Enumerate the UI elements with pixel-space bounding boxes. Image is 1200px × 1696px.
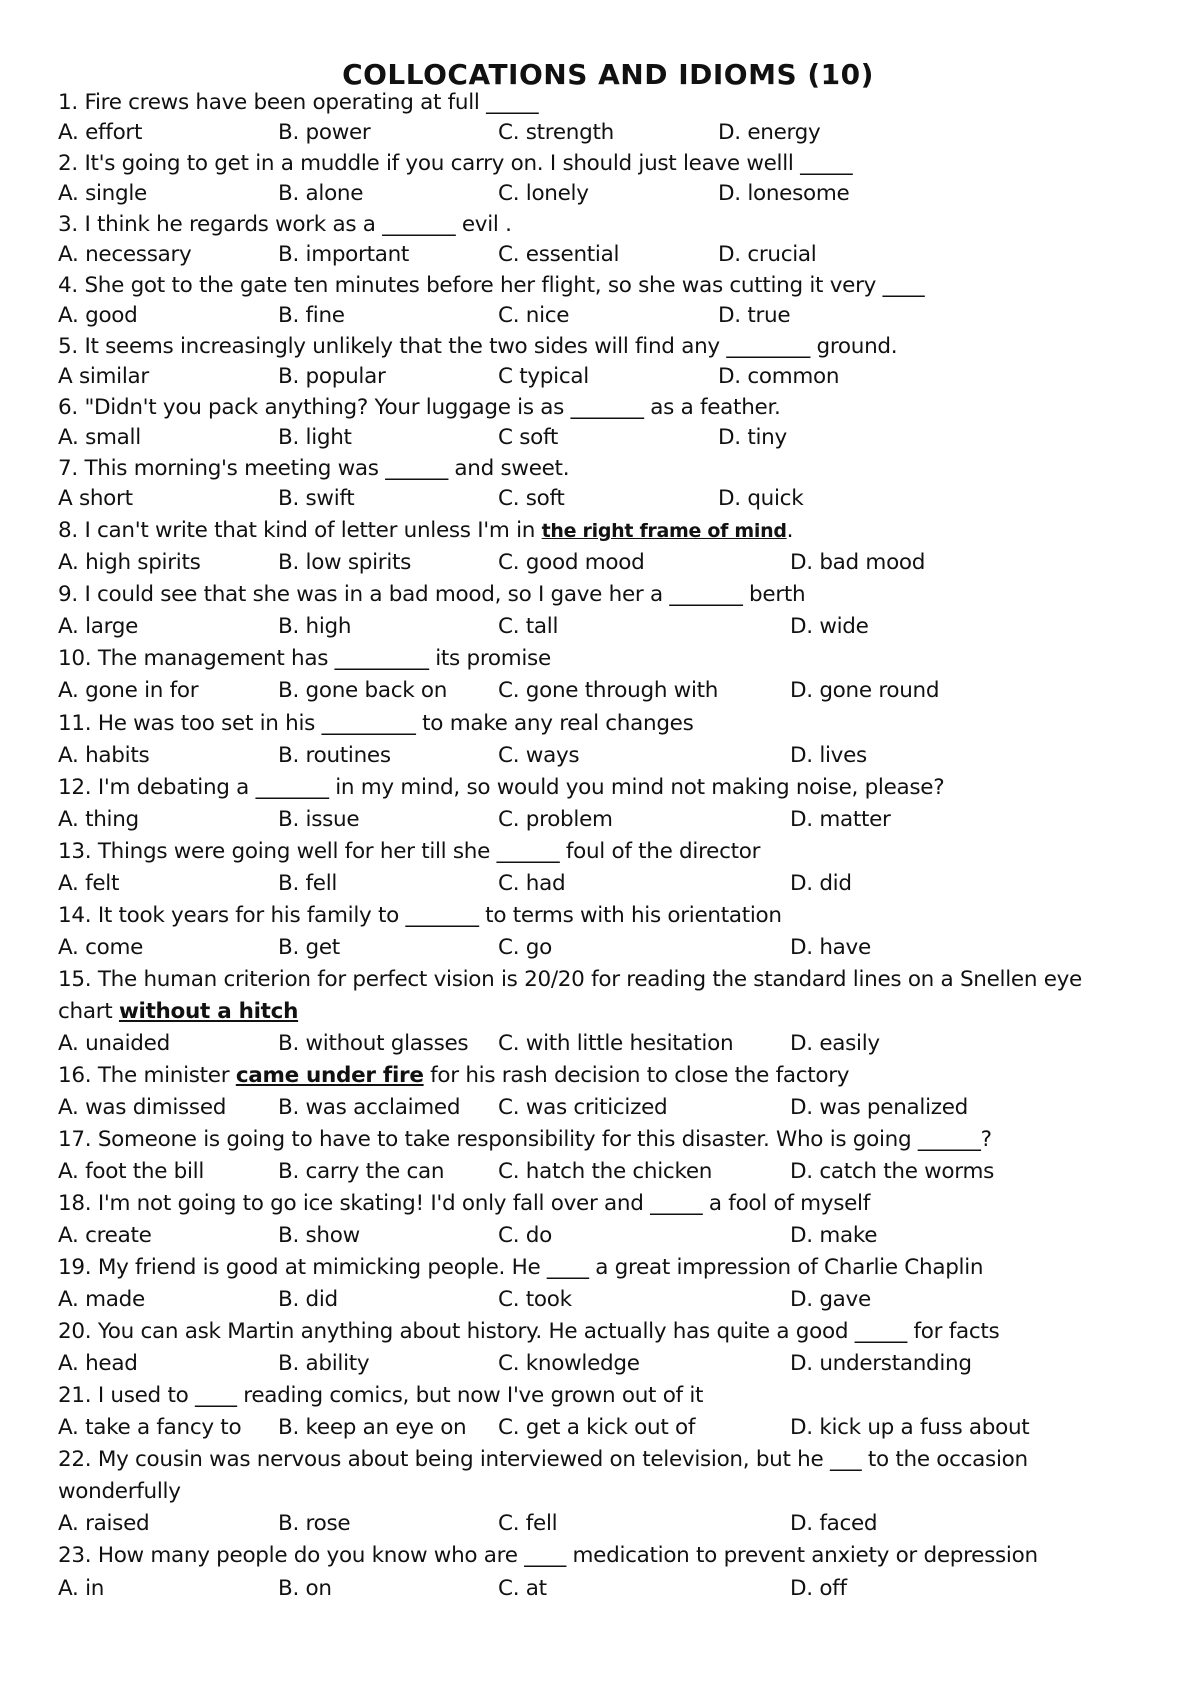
question-18: 18. I'm not going to go ice skating! I'd only fall over and _____ a fool of myself (58, 1191, 870, 1216)
options-9 (58, 613, 1158, 641)
question-19: 19. My friend is good at mimicking people. He ____ a great impression of Charlie Chaplin (58, 1255, 984, 1280)
options-6 (58, 424, 1158, 452)
question-15: 15. The human criterion for perfect vision is 20/20 for reading the standard lines on a Snellen eye (58, 967, 1082, 992)
option-a: A. unaided (58, 1031, 170, 1056)
option-d: D. have (790, 935, 871, 960)
option-c: C. fell (498, 1511, 558, 1536)
question-text-end: . (786, 518, 794, 543)
option-c: C. was criticized (498, 1095, 668, 1120)
option-a: A. made (58, 1287, 145, 1312)
option-a: A. take a fancy to (58, 1415, 242, 1440)
option-a: A. single (58, 181, 147, 206)
option-a: A. good (58, 303, 138, 328)
emphasized-phrase: the right frame of mind (541, 520, 787, 542)
option-d: D. make (790, 1223, 878, 1248)
option-a: A. necessary (58, 242, 192, 267)
question-17: 17. Someone is going to have to take responsibility for this disaster. Who is going ______? (58, 1127, 992, 1152)
page-title: COLLOCATIONS AND IDIOMS (10) (342, 58, 874, 91)
option-a: A. raised (58, 1511, 150, 1536)
option-d: D. quick (718, 486, 804, 511)
option-c: C. get a kick out of (498, 1415, 696, 1440)
question-22: 22. My cousin was nervous about being interviewed on television, but he ___ to the occasion (58, 1447, 1028, 1472)
option-b: B. low spirits (278, 550, 412, 575)
option-a: A. effort (58, 120, 143, 145)
option-d: D. faced (790, 1511, 878, 1536)
option-d: D. crucial (718, 242, 817, 267)
option-b: B. get (278, 935, 340, 960)
options-16 (58, 1094, 1158, 1122)
options-14 (58, 934, 1158, 962)
option-a: A. felt (58, 871, 120, 896)
question-13: 13. Things were going well for her till she ______ foul of the director (58, 839, 761, 864)
option-d: D. true (718, 303, 791, 328)
option-b: B. routines (278, 743, 391, 768)
question-text: 16. The minister (58, 1063, 236, 1088)
option-c: C. with little hesitation (498, 1031, 734, 1056)
question-16 (58, 1062, 849, 1090)
question-text: 8. I can't write that kind of letter unless I'm in (58, 518, 542, 543)
options-21 (58, 1414, 1158, 1442)
option-a: A. large (58, 614, 139, 639)
option-d: D. off (790, 1576, 847, 1601)
question-7: 7. This morning's meeting was ______ and sweet. (58, 456, 570, 481)
options-5 (58, 363, 1158, 391)
option-b: B. fine (278, 303, 345, 328)
option-a: A. in (58, 1576, 105, 1601)
question-2: 2. It's going to get in a muddle if you carry on. I should just leave welll _____ (58, 151, 853, 176)
options-2 (58, 180, 1158, 208)
options-7 (58, 485, 1158, 513)
option-a: A. habits (58, 743, 150, 768)
question-21: 21. I used to ____ reading comics, but now I've grown out of it (58, 1383, 704, 1408)
options-3 (58, 241, 1158, 269)
option-c: C. good mood (498, 550, 645, 575)
option-b: B. ability (278, 1351, 370, 1376)
option-b: B. swift (278, 486, 355, 511)
options-11 (58, 742, 1158, 770)
options-10 (58, 677, 1158, 705)
option-d: D. gave (790, 1287, 871, 1312)
option-c: C. ways (498, 743, 580, 768)
question-23: 23. How many people do you know who are ____ medication to prevent anxiety or depression (58, 1543, 1038, 1568)
emphasized-phrase: came under fire (235, 1063, 424, 1088)
option-d: D. lives (790, 743, 867, 768)
option-b: B. popular (278, 364, 386, 389)
question-9: 9. I could see that she was in a bad mood, so I gave her a _______ berth (58, 582, 806, 607)
options-12 (58, 806, 1158, 834)
option-a: A. foot the bill (58, 1159, 205, 1184)
option-c: C. took (498, 1287, 572, 1312)
option-b: B. without glasses (278, 1031, 469, 1056)
question-22-continued: wonderfully (58, 1479, 181, 1504)
option-b: B. carry the can (278, 1159, 445, 1184)
options-4 (58, 302, 1158, 330)
option-c: C. go (498, 935, 552, 960)
emphasized-phrase: without a hitch (118, 999, 299, 1024)
option-b: B. power (278, 120, 371, 145)
option-d: D. lonesome (718, 181, 850, 206)
option-b: B. light (278, 425, 352, 450)
question-text: chart (58, 999, 119, 1024)
option-c: C. tall (498, 614, 559, 639)
question-text-end: for his rash decision to close the factory (423, 1063, 850, 1088)
option-d: D. kick up a fuss about (790, 1415, 1030, 1440)
option-b: B. high (278, 614, 352, 639)
option-d: D. common (718, 364, 840, 389)
options-13 (58, 870, 1158, 898)
question-12: 12. I'm debating a _______ in my mind, so would you mind not making noise, please? (58, 775, 945, 800)
question-3: 3. I think he regards work as a _______ evil . (58, 212, 512, 237)
option-d: D. understanding (790, 1351, 972, 1376)
option-b: B. did (278, 1287, 338, 1312)
options-22 (58, 1510, 1158, 1538)
option-a: A. come (58, 935, 144, 960)
option-b: B. important (278, 242, 410, 267)
option-c: C. nice (498, 303, 570, 328)
option-d: D. bad mood (790, 550, 926, 575)
option-c: C. knowledge (498, 1351, 640, 1376)
option-b: B. alone (278, 181, 364, 206)
option-c: C. gone through with (498, 678, 719, 703)
option-c: C. strength (498, 120, 614, 145)
option-b: B. issue (278, 807, 360, 832)
option-a: A similar (58, 364, 149, 389)
question-1: 1. Fire crews have been operating at full _____ (58, 90, 539, 115)
question-15-continued (58, 998, 298, 1026)
options-23 (58, 1575, 1158, 1603)
option-a: A short (58, 486, 133, 511)
option-c: C. do (498, 1223, 552, 1248)
option-d: D. matter (790, 807, 891, 832)
question-8 (58, 517, 793, 545)
option-b: B. show (278, 1223, 360, 1248)
option-d: D. wide (790, 614, 869, 639)
question-10: 10. The management has _________ its promise (58, 646, 551, 671)
option-c: C. problem (498, 807, 613, 832)
option-d: D. catch the worms (790, 1159, 994, 1184)
question-14: 14. It took years for his family to _______ to terms with his orientation (58, 903, 782, 928)
option-b: B. fell (278, 871, 338, 896)
option-d: D. tiny (718, 425, 787, 450)
option-c: C. at (498, 1576, 547, 1601)
option-b: B. keep an eye on (278, 1415, 467, 1440)
option-a: A. create (58, 1223, 152, 1248)
option-a: A. head (58, 1351, 138, 1376)
question-6: 6. "Didn't you pack anything? Your luggage is as _______ as a feather. (58, 395, 781, 420)
options-18 (58, 1222, 1158, 1250)
option-a: A. small (58, 425, 141, 450)
options-19 (58, 1286, 1158, 1314)
option-d: D. did (790, 871, 852, 896)
question-5: 5. It seems increasingly unlikely that the two sides will find any ________ ground. (58, 334, 898, 359)
options-8 (58, 549, 1158, 577)
option-d: D. gone round (790, 678, 940, 703)
option-c: C. lonely (498, 181, 589, 206)
option-a: A. was dimissed (58, 1095, 227, 1120)
option-b: B. on (278, 1576, 332, 1601)
options-20 (58, 1350, 1158, 1378)
option-b: B. gone back on (278, 678, 448, 703)
options-17 (58, 1158, 1158, 1186)
option-c: C. hatch the chicken (498, 1159, 713, 1184)
option-c: C soft (498, 425, 559, 450)
option-a: A. high spirits (58, 550, 201, 575)
option-c: C. essential (498, 242, 620, 267)
option-c: C. soft (498, 486, 565, 511)
option-b: B. rose (278, 1511, 351, 1536)
option-c: C typical (498, 364, 589, 389)
option-a: A. thing (58, 807, 139, 832)
option-d: D. energy (718, 120, 821, 145)
options-1 (58, 119, 1158, 147)
question-4: 4. She got to the gate ten minutes before her flight, so she was cutting it very ____ (58, 273, 925, 298)
options-15 (58, 1030, 1158, 1058)
question-11: 11. He was too set in his _________ to make any real changes (58, 711, 694, 736)
option-d: D. easily (790, 1031, 880, 1056)
question-20: 20. You can ask Martin anything about history. He actually has quite a good _____ for facts (58, 1319, 1000, 1344)
option-c: C. had (498, 871, 566, 896)
option-b: B. was acclaimed (278, 1095, 461, 1120)
option-d: D. was penalized (790, 1095, 969, 1120)
option-a: A. gone in for (58, 678, 199, 703)
